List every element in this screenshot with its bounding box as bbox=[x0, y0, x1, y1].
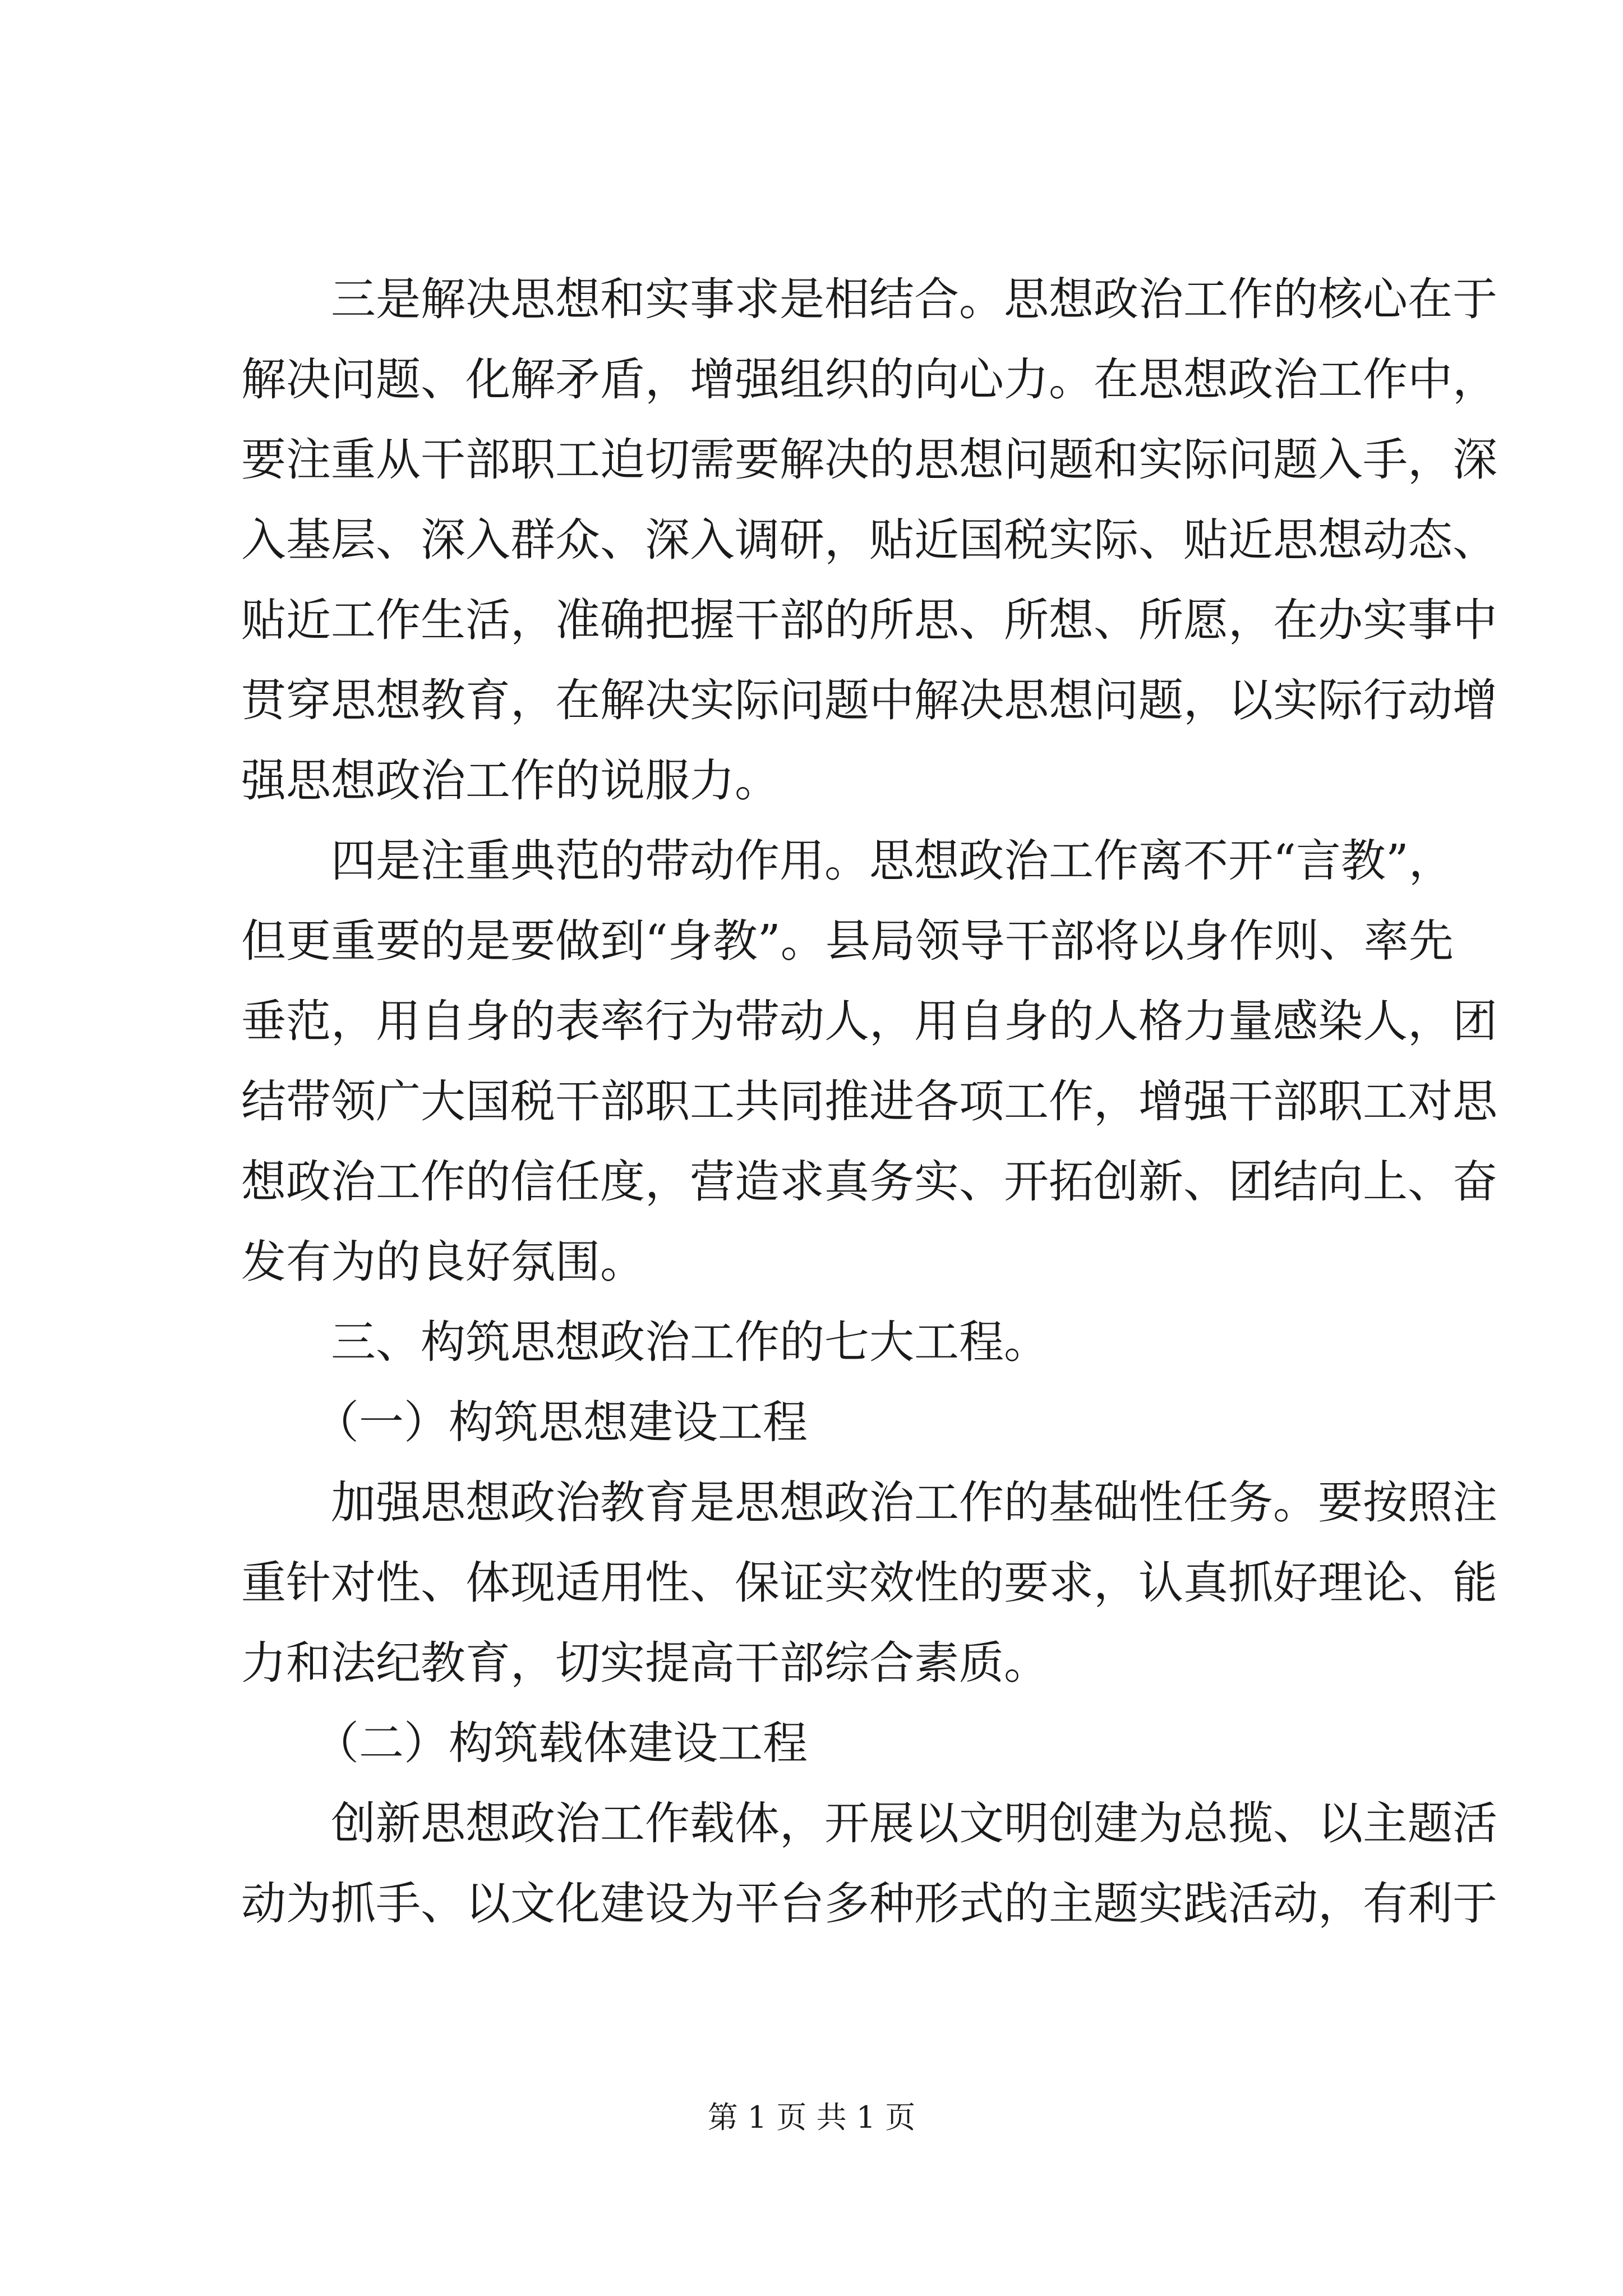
text-line: 加强思想政治教育是思想政治工作的基础性任务。要按照注 bbox=[331, 1476, 1497, 1529]
text-line: 强思想政治工作的说服力。 bbox=[241, 754, 780, 807]
paragraph bbox=[241, 821, 1497, 1302]
text-line: 想政治工作的信任度，营造求真务实、开拓创新、团结向上、奋 bbox=[241, 1156, 1497, 1208]
text-line: 垂范，用自身的表率行为带动人，用自身的人格力量感染人，团 bbox=[241, 995, 1497, 1047]
text-line: 解决问题、化解矛盾，增强组织的向心力。在思想政治工作中， bbox=[241, 353, 1497, 406]
text-line: 四是注重典范的带动作用。思想政治工作离不开“言教”， bbox=[331, 835, 1454, 887]
section-heading: 三、构筑思想政治工作的七大工程。 bbox=[331, 1316, 1049, 1368]
paragraph bbox=[241, 1783, 1497, 1944]
text-line: 结带领广大国税干部职工共同推进各项工作，增强干部职工对思 bbox=[241, 1075, 1497, 1128]
paragraph bbox=[241, 259, 1497, 821]
text-line: 动为抓手、以文化建设为平台多种形式的主题实践活动，有利于 bbox=[241, 1878, 1497, 1930]
text-line: 贯穿思想教育，在解决实际问题中解决思想问题，以实际行动增 bbox=[241, 674, 1497, 726]
text-line: 重针对性、体现适用性、保证实效性的要求，认真抓好理论、能 bbox=[241, 1557, 1497, 1609]
subsection-heading: （一）构筑思想建设工程 bbox=[314, 1396, 808, 1448]
text-line: 入基层、深入群众、深入调研，贴近国税实际、贴近思想动态、 bbox=[241, 514, 1497, 566]
text-line: 但更重要的是要做到“身教”。县局领导干部将以身作则、率先 bbox=[241, 915, 1454, 967]
page-footer bbox=[0, 2098, 1623, 2137]
text-line: 力和法纪教育，切实提高干部综合素质。 bbox=[241, 1637, 1049, 1689]
paragraph bbox=[241, 1462, 1497, 1703]
text-line: 发有为的良好氛围。 bbox=[241, 1236, 645, 1288]
page-number: 第 1 页 共 1 页 bbox=[707, 2100, 916, 2135]
text-line: 要注重从干部职工迫切需要解决的思想问题和实际问题入手，深 bbox=[241, 434, 1497, 486]
document-body bbox=[241, 259, 1497, 1944]
text-line: 三是解决思想和实事求是相结合。思想政治工作的核心在于 bbox=[331, 273, 1497, 325]
text-line: 贴近工作生活，准确把握干部的所思、所想、所愿，在办实事中 bbox=[241, 594, 1497, 646]
text-line: 创新思想政治工作载体，开展以文明创建为总揽、以主题活 bbox=[331, 1797, 1497, 1849]
subsection-heading: （二）构筑载体建设工程 bbox=[314, 1717, 808, 1769]
